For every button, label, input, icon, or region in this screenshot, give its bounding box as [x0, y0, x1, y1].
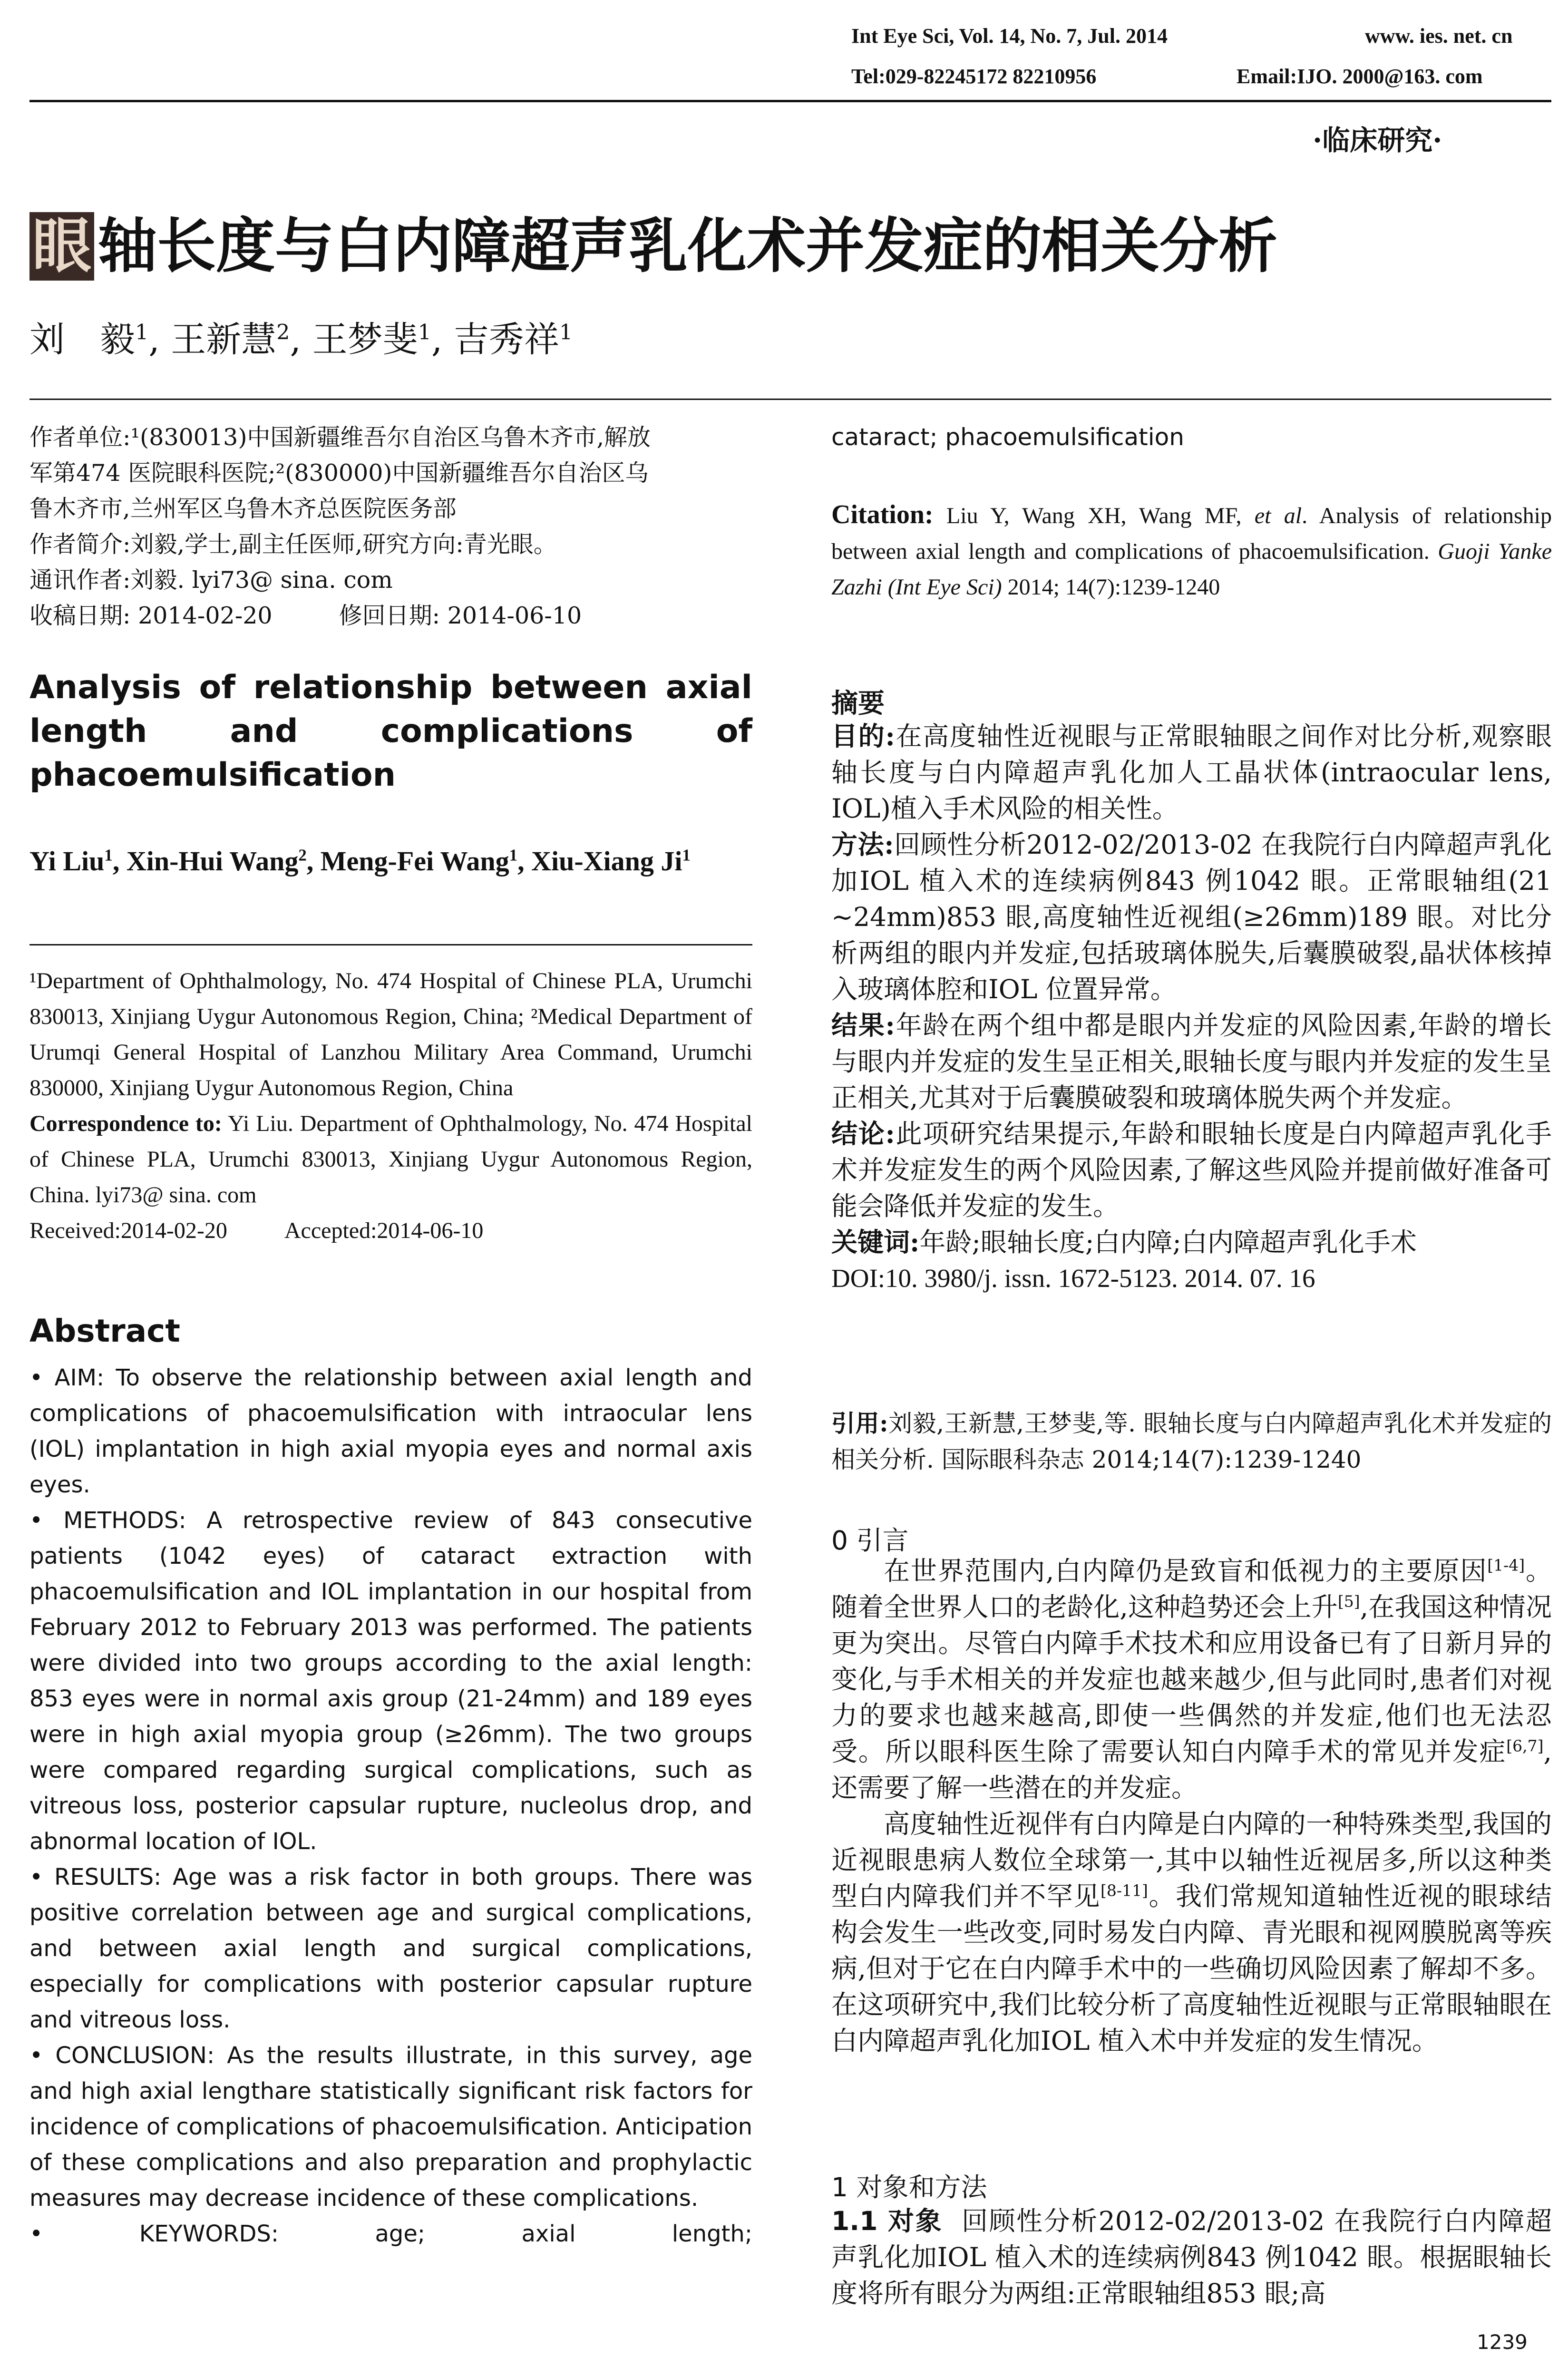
label: 方法:: [831, 829, 894, 860]
journal-tel: Tel:029-82245172 82210956: [851, 65, 1097, 88]
author-rule: [29, 399, 1551, 400]
accepted-en: Accepted:2014-06-10: [284, 1218, 484, 1243]
correspondence-en: [29, 1106, 752, 1213]
intro-heading: 0 引言: [831, 1525, 909, 1556]
citation-cn-text: 刘毅,王新慧,王梦斐,等. 眼轴长度与白内障超声乳化术并发症的相关分析. 国际眼科杂志 2014;14(7):1239-1240: [831, 1410, 1552, 1473]
abstract-cn-methods: [831, 827, 1552, 1007]
text: 此项研究结果提示,年龄和眼轴长度是白内障超声乳化手术并发症发生的两个风险因素,了解这些风险并提前做好准备可能会降低并发症的发生。: [831, 1119, 1552, 1221]
methods-text: 回顾性分析2012-02/2013-02 在我院行白内障超声乳化加IOL 植入术的连续病例843 例1042 眼。根据眼轴长度将所有眼分为两组:正常眼轴组853 眼;高: [831, 2206, 1552, 2309]
abstract-cn-aim: [831, 718, 1552, 827]
abstract-conclusion: • CONCLUSION: As the results illustrate, in this survey, age and high axial lengthare statistically significant risk factors for incidence of complications of phacoemulsification. Anticipation of these complications and also preparation and prophylactic measures may decrease incidence of these complications.: [29, 2042, 752, 2211]
affiliation-line: 军第474 医院眼科医院;²(830000)中国新疆维吾尔自治区乌: [29, 459, 649, 487]
label: 结果:: [831, 1010, 895, 1041]
title-initial-box: 眼: [29, 212, 94, 281]
text: 在高度轴性近视眼与正常眼轴眼之间作对比分析,观察眼轴长度与白内障超声乳化加人工晶状体(intraocular lens, IOL)植入手术风险的相关性。: [831, 721, 1552, 824]
methods-heading: 1 对象和方法: [831, 2172, 987, 2202]
correspondence-text: Yi Liu. Department of Ophthalmology, No. 474 Hospital of Chinese PLA, Urumchi 830013, Xinjiang Uygur Autonomous Region, China. lyi73@ sina. com: [29, 1111, 753, 1208]
citation-cn-label: 引用:: [831, 1409, 888, 1437]
ref-mark: [6,7]: [1506, 1736, 1544, 1755]
author-sup: 1: [418, 320, 431, 345]
methods-body: [831, 2203, 1552, 2311]
citation-etal: et al: [1254, 503, 1302, 528]
journal-website: www. ies. net. cn: [1365, 24, 1513, 48]
received-en: Received:2014-02-20: [29, 1218, 227, 1243]
dates-line: [29, 598, 752, 633]
ref-mark: [8-11]: [1101, 1881, 1148, 1900]
citation-text: 2014; 14(7):1239-1240: [1007, 575, 1220, 600]
article-title: [29, 199, 1277, 283]
received-date: 收稿日期: 2014-02-20: [29, 602, 273, 629]
author-info-cn: [29, 419, 752, 633]
label: 关键词:: [831, 1227, 920, 1257]
ref-mark: [1-4]: [1487, 1556, 1525, 1575]
authors-cn: 刘 毅$^1$, 王新慧$^2$, 王梦斐$^1$, 吉秀祥$^1$: [29, 319, 573, 360]
title-text: 轴长度与白内障超声乳化术并发症的相关分析: [98, 212, 1278, 281]
abstract-methods: • METHODS: A retrospective review of 843 consecutive patients (1042 eyes) of cataract extraction with phacoemulsification and IOL implantation in our hospital from February 2012 to February 2013 was performed. The patients were divided into two groups according to the axial length: 853 eyes were in normal axis group (21-24mm) and 189 eyes were in high axial myopia group (≥26mm). The two groups were compared regarding surgical complications, such as vitreous loss, posterior capsular rupture, nucleolus drop, and abnormal location of IOL.: [29, 1507, 752, 1855]
author-bio: 作者简介:刘毅,学士,副主任医师,研究方向:青光眼。: [29, 531, 557, 558]
abstract-heading: Abstract: [29, 1313, 180, 1349]
author-sup: 1: [559, 320, 573, 345]
citation-en: [831, 497, 1552, 605]
author-sup: 2: [276, 320, 290, 345]
page-number: 1239: [1477, 2330, 1528, 2354]
abstract-en-body: [29, 1360, 752, 2252]
author-sup: 1: [135, 320, 149, 345]
affiliation-en: [29, 963, 752, 1248]
author-sup: 1: [682, 846, 691, 865]
citation-journal: Guoji Yanke Zazhi (Int Eye Sci): [831, 539, 1552, 600]
abstract-cn-results: [831, 1007, 1552, 1116]
citation-text: Liu Y, Wang XH, Wang MF,: [946, 503, 1242, 528]
text: 年龄;眼轴长度;白内障;白内障超声乳化手术: [919, 1227, 1417, 1257]
affiliation-line: 鲁木齐市,兰州军区乌鲁木齐总医院医务部: [29, 495, 457, 522]
citation-label: Citation:: [831, 500, 934, 529]
correspondence-label: Correspondence to:: [29, 1111, 222, 1136]
abstract-aim: • AIM: To observe the relationship between axial length and complications of phacoemulsification with intraocular lens (IOL) implantation in high axial myopia eyes and normal axis eyes.: [29, 1364, 752, 1498]
journal-citation-line: Int Eye Sci, Vol. 14, No. 7, Jul. 2014: [851, 24, 1168, 48]
header-rule: [29, 100, 1551, 102]
author-en: Yi Liu: [29, 846, 105, 877]
authors-en: Yi Liu$^1$, Xin-Hui Wang$^2$, Meng-Fei Wang$^1$, Xiu-Xiang Ji$^1$: [29, 846, 691, 877]
author-sup: 2: [298, 846, 307, 865]
corresponding-author: 通讯作者:刘毅. lyi73@ sina. com: [29, 566, 393, 594]
author-en: Meng-Fei Wang: [320, 846, 509, 877]
section-label: ·临床研究·: [1313, 124, 1442, 156]
abstract-results: • RESULTS: Age was a risk factor in both groups. There was positive correlation between age and surgical complications, and between axial length and surgical complications, especially for complications with posterior capsular rupture and vitreous loss.: [29, 1864, 752, 2033]
dates-en: [29, 1213, 752, 1248]
journal-email: Email:IJO. 2000@163. com: [1237, 65, 1483, 88]
author-en: Xiu-Xiang Ji: [531, 846, 682, 877]
doi: DOI:10. 3980/j. issn. 1672-5123. 2014. 07. 16: [831, 1264, 1315, 1293]
title-en: Analysis of relationship between axial length and complications of phacoemulsification: [29, 669, 752, 794]
intro-para-1: 在世界范围内,白内障仍是致盲和低视力的主要原因[1-4]。随着全世界人口的老龄化,这种趋势还会上升[5],在我国这种情况更为突出。尽管白内障手术技术和应用设备已有了日新月异的变化,与手术相关的并发症也越来越少,但与此同时,患者们对视力的要求也越来越高,即使一些偶然的并发症,他们也无法忍受。所以眼科医生除了需要认知白内障手术的常见并发症[6,7],还需要了解一些潜在的并发症。: [831, 1556, 1552, 1803]
abstract-cn-keywords: [831, 1224, 1552, 1260]
author-cn: 吉秀祥: [453, 319, 559, 360]
text: 年龄在两个组中都是眼内并发症的风险因素,年龄的增长与眼内并发症的发生呈正相关,眼轴长度与眼内并发症的发生呈正相关,尤其对于后囊膜破裂和玻璃体脱失两个并发症。: [831, 1010, 1552, 1113]
abstract-keywords: • KEYWORDS: age; axial length;: [29, 2221, 752, 2247]
affiliation-line: 作者单位:¹(830013)中国新疆维吾尔自治区乌鲁木齐市,解放: [29, 424, 651, 451]
label: 结论:: [831, 1118, 895, 1149]
subsection-label: 1.1 对象: [831, 2206, 943, 2236]
citation-text: . Analysis of relationship between axial length and complications of phacoemulsification.: [831, 503, 1552, 564]
author-cn: 刘 毅: [29, 319, 135, 360]
abstract-cn-heading: 摘要: [831, 688, 885, 719]
text: 回顾性分析2012-02/2013-02 在我院行白内障超声乳化加IOL 植入术的连续病例843 例1042 眼。正常眼轴组(21 ~24mm)853 眼,高度轴性近视组(≥26mm)189 眼。对比分析两组的眼内并发症,包括玻璃体脱失,后囊膜破裂,晶状体核掉入玻璃体腔和IOL 位置异常。: [831, 829, 1552, 1004]
label: 目的:: [831, 721, 895, 751]
author-sup: 1: [104, 846, 113, 865]
author-sup: 1: [509, 846, 518, 865]
affiliation-en-text: ¹Department of Ophthalmology, No. 474 Hospital of Chinese PLA, Urumchi 830013, Xinjiang Uygur Autonomous Region, China; ²Medical Department of Urumqi General Hospital of Lanzhou Military Area Command, Urumchi 830000, Xinjiang Uygur Autonomous Region, China: [29, 968, 752, 1101]
abstract-cn-conclusion: [831, 1116, 1552, 1224]
intro-para-2: 高度轴性近视伴有白内障是白内障的一种特殊类型,我国的近视眼患病人数位全球第一,其中以轴性近视居多,所以这种类型白内障我们并不罕见[8-11]。我们常规知道轴性近视的眼球结构会发生一些改变,同时易发白内障、青光眼和视网膜脱离等疾病,但对于它在白内障手术中的一些确切风险因素了解却不多。在这项研究中,我们比较分析了高度轴性近视眼与正常眼轴眼在白内障超声乳化加IOL 植入术中并发症的发生情况。: [831, 1809, 1552, 2056]
intro-body: [831, 1553, 1552, 2059]
affiliation-rule: [29, 944, 752, 945]
author-cn: 王新慧: [171, 319, 277, 360]
author-cn: 王梦斐: [312, 319, 418, 360]
citation-cn: [831, 1405, 1552, 1478]
revised-date: 修回日期: 2014-06-10: [339, 602, 582, 629]
author-en: Xin-Hui Wang: [126, 846, 299, 877]
ref-mark: [5]: [1337, 1592, 1360, 1611]
keywords-continued: cataract; phacoemulsification: [831, 423, 1184, 451]
abstract-cn-body: [831, 718, 1552, 1296]
